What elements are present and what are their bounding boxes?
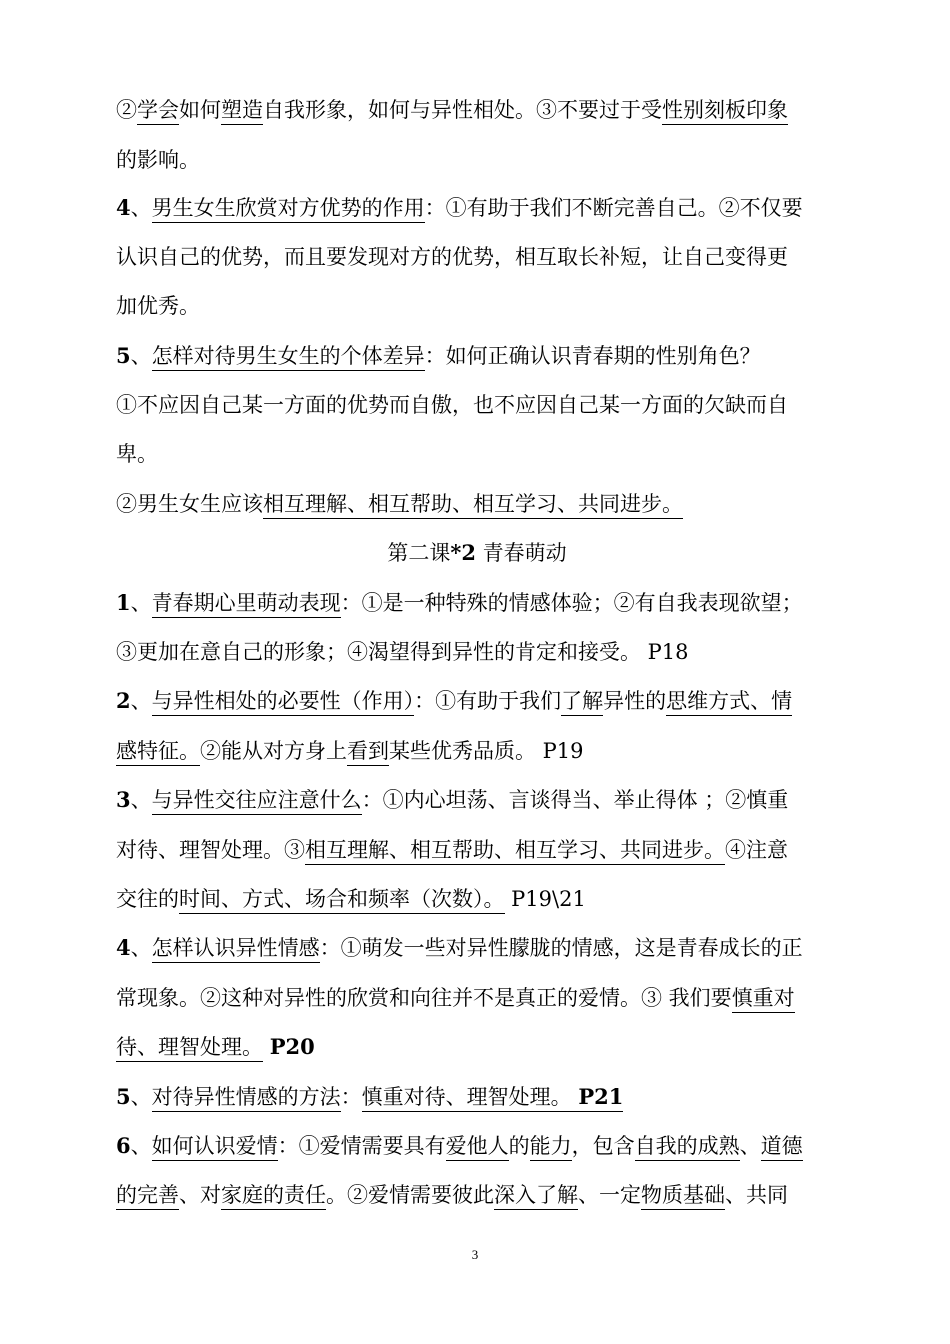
text-line <box>116 489 838 519</box>
underlined-text: 相互理解、相互帮助、相互学习、共同进步。 <box>263 492 683 519</box>
text-span: 交往的 <box>116 887 179 911</box>
text-span: ：①爱情需要具有 <box>277 1134 446 1158</box>
text-line <box>116 785 838 815</box>
text-span: 、 <box>130 689 152 713</box>
underlined-text: 如何认识爱情 <box>152 1134 278 1161</box>
text-line <box>116 637 838 667</box>
text-span: ：①萌发一些对异性朦胧的情感，这是青春成长的正 <box>319 936 803 960</box>
underlined-text: 思维方式、情 <box>666 689 792 716</box>
page-number: 3 <box>471 1247 479 1262</box>
text-span: ，包含 <box>571 1134 635 1158</box>
text-line <box>116 1131 838 1161</box>
text-span: ④注意 <box>725 838 788 862</box>
underlined-text: 学会 <box>137 98 179 125</box>
text-line <box>116 242 838 272</box>
underlined-text: 男生女生欣赏对方优势的作用 <box>152 196 425 223</box>
underlined-text: 能力 <box>530 1134 572 1161</box>
text-line <box>116 1082 838 1112</box>
text-span: 5 <box>116 1084 131 1109</box>
text-span: 常现象。②这种对异性的欣赏和向往并不是真正的爱情。③ 我们要 <box>116 986 732 1010</box>
text-line <box>116 390 838 420</box>
text-span: P19\21 <box>504 887 586 911</box>
text-span: ①不应因自己某一方面的优势而自傲，也不应因自己某一方面的欠缺而自 <box>116 393 788 417</box>
text-span: 异性的 <box>603 689 667 713</box>
underlined-text: 道德 <box>761 1134 803 1161</box>
text-line <box>116 1032 838 1062</box>
text-span: ：①内心坦荡、言谈得当、举止得体 ；②慎重 <box>361 788 789 812</box>
text-span: 第二课 <box>387 541 451 565</box>
text-span: 4 <box>116 195 131 220</box>
text-span: 、 <box>130 1134 152 1158</box>
text-line <box>116 193 838 223</box>
underlined-text: 对待异性情感的方法 <box>152 1085 341 1112</box>
underlined-text: 看到 <box>347 739 389 766</box>
text-span: 2 <box>116 688 131 713</box>
underlined-text: 相互理解、相互帮助、相互学习、共同进步。 <box>305 838 725 865</box>
text-span: ②能从对方身上 <box>200 739 347 763</box>
text-span: 、 <box>130 196 152 220</box>
text-line <box>116 933 838 963</box>
text-line <box>116 1180 838 1210</box>
text-line <box>116 884 838 914</box>
text-line <box>116 983 838 1013</box>
underlined-text: 与异性交往应注意什么 <box>152 788 362 815</box>
underlined-text: 怎样认识异性情感 <box>152 936 320 963</box>
text-line <box>116 686 838 716</box>
text-span: 对待、理智处理。③ <box>116 838 305 862</box>
text-span: 的 <box>508 1134 530 1158</box>
text-span: 、共同 <box>725 1183 788 1207</box>
text-line <box>116 341 838 371</box>
text-span: 如何 <box>179 98 221 122</box>
text-line <box>116 835 838 865</box>
underlined-text: 的完善 <box>116 1183 179 1210</box>
text-span: 5 <box>116 343 131 368</box>
underlined-text: 家庭的责任 <box>221 1183 326 1210</box>
underlined-text: 了解 <box>561 689 603 716</box>
text-span <box>263 1035 270 1059</box>
text-span: 、 <box>130 936 152 960</box>
text-span: 的影响。 <box>116 148 200 172</box>
underlined-text: 待、理智处理。 <box>116 1035 263 1062</box>
text-span: ②男生女生应该 <box>116 492 263 516</box>
text-span: 、 <box>130 788 152 812</box>
text-span: 、 <box>130 344 152 368</box>
text-span: 某些优秀品质。 P19 <box>389 739 584 763</box>
text-line <box>116 291 838 321</box>
text-span: ：①有助于我们不断完善自己。②不仅要 <box>424 196 803 220</box>
underlined-text: 塑造 <box>221 98 263 125</box>
underlined-text: 深入了解 <box>494 1183 578 1210</box>
section-heading <box>116 538 838 568</box>
text-span: 4 <box>116 935 131 960</box>
text-span: 、 <box>130 591 152 615</box>
text-line <box>116 95 838 125</box>
underlined-text: 慎重对 <box>732 986 795 1013</box>
text-span: ② <box>116 98 137 122</box>
text-line <box>116 736 838 766</box>
underlined-text: 物质基础 <box>641 1183 725 1210</box>
text-span: ：①是一种特殊的情感体验；②有自我表现欲望； <box>340 591 803 615</box>
text-span: 卑。 <box>116 442 158 466</box>
text-span: P20 <box>269 1034 315 1059</box>
underlined-text: 性别刻板印象 <box>662 98 788 125</box>
text-span: 青春萌动 <box>475 541 567 565</box>
underlined-text: P21 <box>578 1084 623 1112</box>
text-line <box>116 439 838 469</box>
underlined-text: 时间、方式、场合和频率（次数）。 <box>179 887 505 914</box>
underlined-text: 慎重对待、理智处理。 <box>362 1085 579 1112</box>
underlined-text: 自我的成熟 <box>635 1134 740 1161</box>
underlined-text: 青春期心里萌动表现 <box>152 591 341 618</box>
underlined-text: 爱他人 <box>446 1134 509 1161</box>
text-line <box>116 145 838 175</box>
text-span: 加优秀。 <box>116 294 200 318</box>
underlined-text: 感特征。 <box>116 739 200 766</box>
text-span: 6 <box>116 1133 131 1158</box>
text-span: 、一定 <box>578 1183 641 1207</box>
text-span: 。②爱情需要彼此 <box>326 1183 494 1207</box>
underlined-text: 怎样对待男生女生的个体差异 <box>152 344 425 371</box>
text-span: 3 <box>116 787 131 812</box>
text-span: ：①有助于我们 <box>414 689 562 713</box>
text-span: ： <box>340 1085 362 1109</box>
text-span: 1 <box>116 590 131 615</box>
text-span: ：如何正确认识青春期的性别角色？ <box>424 344 761 368</box>
text-span: 认识自己的优势，而且要发现对方的优势，相互取长补短，让自己变得更 <box>116 245 788 269</box>
text-span: 、 <box>130 1085 152 1109</box>
text-span: 自我形象，如何与异性相处。③不要过于受 <box>263 98 662 122</box>
text-span: 、 <box>739 1134 761 1158</box>
text-line <box>116 588 838 618</box>
text-span: 、对 <box>179 1183 221 1207</box>
underlined-text: 与异性相处的必要性（作用） <box>152 689 415 716</box>
text-span: ③更加在意自己的形象；④渴望得到异性的肯定和接受。 P18 <box>116 640 689 664</box>
text-span: *2 <box>450 540 476 565</box>
